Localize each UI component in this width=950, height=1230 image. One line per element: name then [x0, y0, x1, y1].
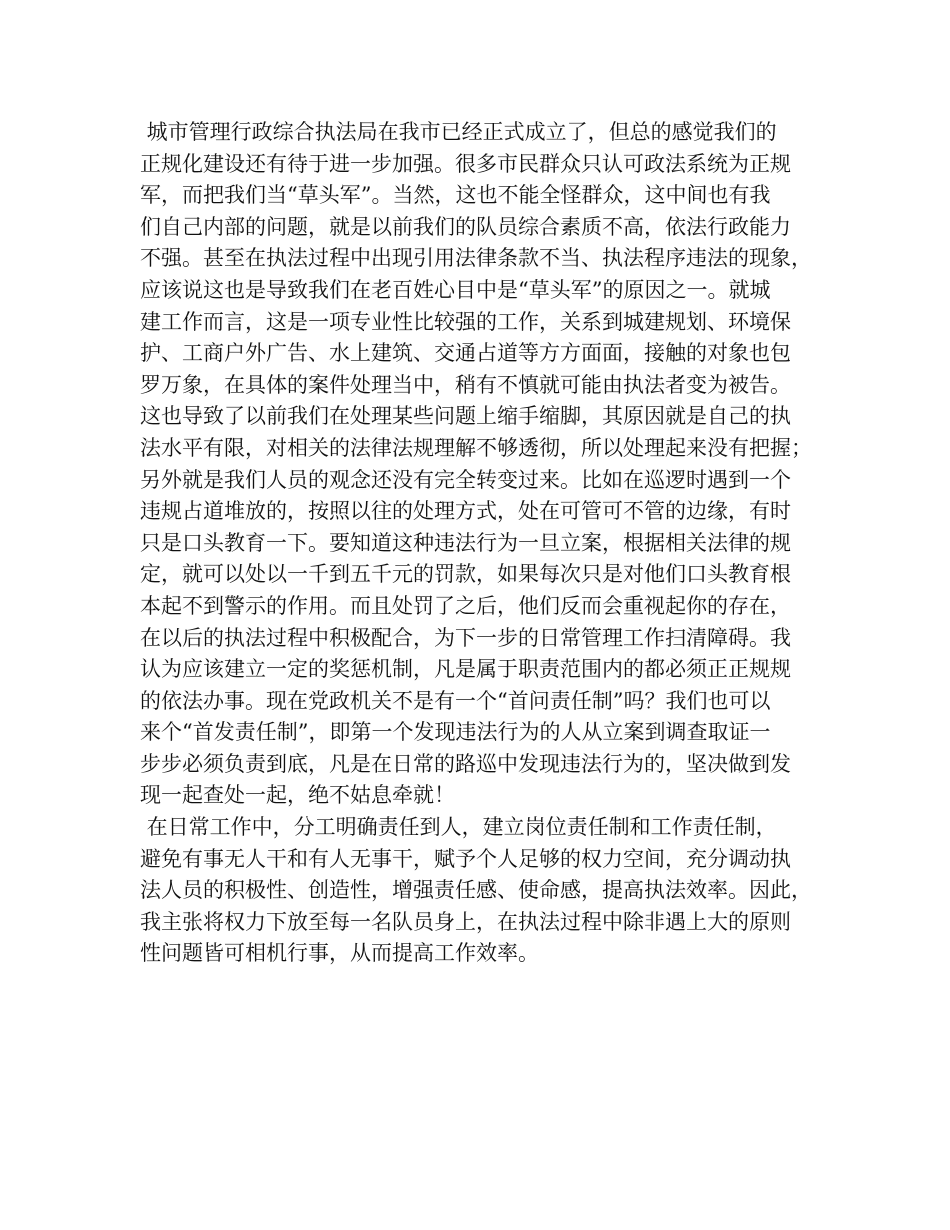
text-line: 步步必须负责到底，凡是在日常的路巡中发现违法行为的，坚决做到发	[140, 751, 791, 776]
text-line: 只是口头教育一下。要知道这种违法行为一旦立案，根据相关法律的规	[140, 530, 791, 555]
text-line: 认为应该建立一定的奖惩机制，凡是属于职责范围内的都必须正正规规	[140, 657, 791, 682]
text-line: 军，而把我们当“草头军”。当然，这也不能全怪群众，这中间也有我	[140, 183, 771, 208]
paragraph-2	[140, 812, 830, 970]
text-line: 不强。甚至在执法过程中出现引用法律条款不当、执法程序违法的现象，	[140, 246, 812, 271]
text-line: 的依法办事。现在党政机关不是有一个“首问责任制”吗？我们也可以	[140, 688, 771, 713]
text-line: 避免有事无人干和有人无事干，赋予个人足够的权力空间，充分调动执	[140, 846, 791, 871]
text-line: 们自己内部的问题，就是以前我们的队员综合素质不高，依法行政能力	[140, 214, 791, 239]
body-text	[140, 117, 830, 970]
text-line: 罗万象，在具体的案件处理当中，稍有不慎就可能由执法者变为被告。	[140, 372, 791, 397]
text-line: 法人员的积极性、创造性，增强责任感、使命感，提高执法效率。因此，	[140, 878, 812, 903]
text-line: 性问题皆可相机行事，从而提高工作效率。	[140, 941, 539, 966]
text-line: 建工作而言，这是一项专业性比较强的工作，关系到城建规划、环境保	[140, 309, 791, 334]
text-line: 另外就是我们人员的观念还没有完全转变过来。比如在巡逻时遇到一个	[140, 467, 791, 492]
text-line: 正规化建设还有待于进一步加强。很多市民群众只认可政法系统为正规	[140, 151, 791, 176]
text-line: 在以后的执法过程中积极配合，为下一步的日常管理工作扫清障碍。我	[140, 625, 791, 650]
text-line: 应该说这也是导致我们在老百姓心目中是“草头军”的原因之一。就城	[140, 277, 771, 302]
paragraph-1	[140, 117, 830, 812]
text-line: 护、工商户外广告、水上建筑、交通占道等方方面面，接触的对象也包	[140, 341, 791, 366]
text-line: 我主张将权力下放至每一名队员身上，在执法过程中除非遇上大的原则	[140, 909, 791, 934]
text-line: 违规占道堆放的，按照以往的处理方式，处在可管可不管的边缘，有时	[140, 499, 791, 524]
text-line: 现一起查处一起，绝不姑息牵就！	[140, 783, 455, 808]
text-line: 定，就可以处以一千到五千元的罚款，如果每次只是对他们口头教育根	[140, 562, 791, 587]
text-line: 本起不到警示的作用。而且处罚了之后，他们反而会重视起你的存在，	[140, 593, 791, 618]
text-line: 城市管理行政综合执法局在我市已经正式成立了，但总的感觉我们的	[140, 120, 777, 144]
text-line: 在日常工作中，分工明确责任到人，建立岗位责任制和工作责任制，	[140, 815, 777, 840]
text-line: 这也导致了以前我们在处理某些问题上缩手缩脚，其原因就是自己的执	[140, 404, 791, 429]
text-line: 法水平有限，对相关的法律法规理解不够透彻，所以处理起来没有把握；	[140, 435, 812, 460]
text-line: 来个“首发责任制”，即第一个发现违法行为的人从立案到调查取证一	[140, 720, 771, 745]
